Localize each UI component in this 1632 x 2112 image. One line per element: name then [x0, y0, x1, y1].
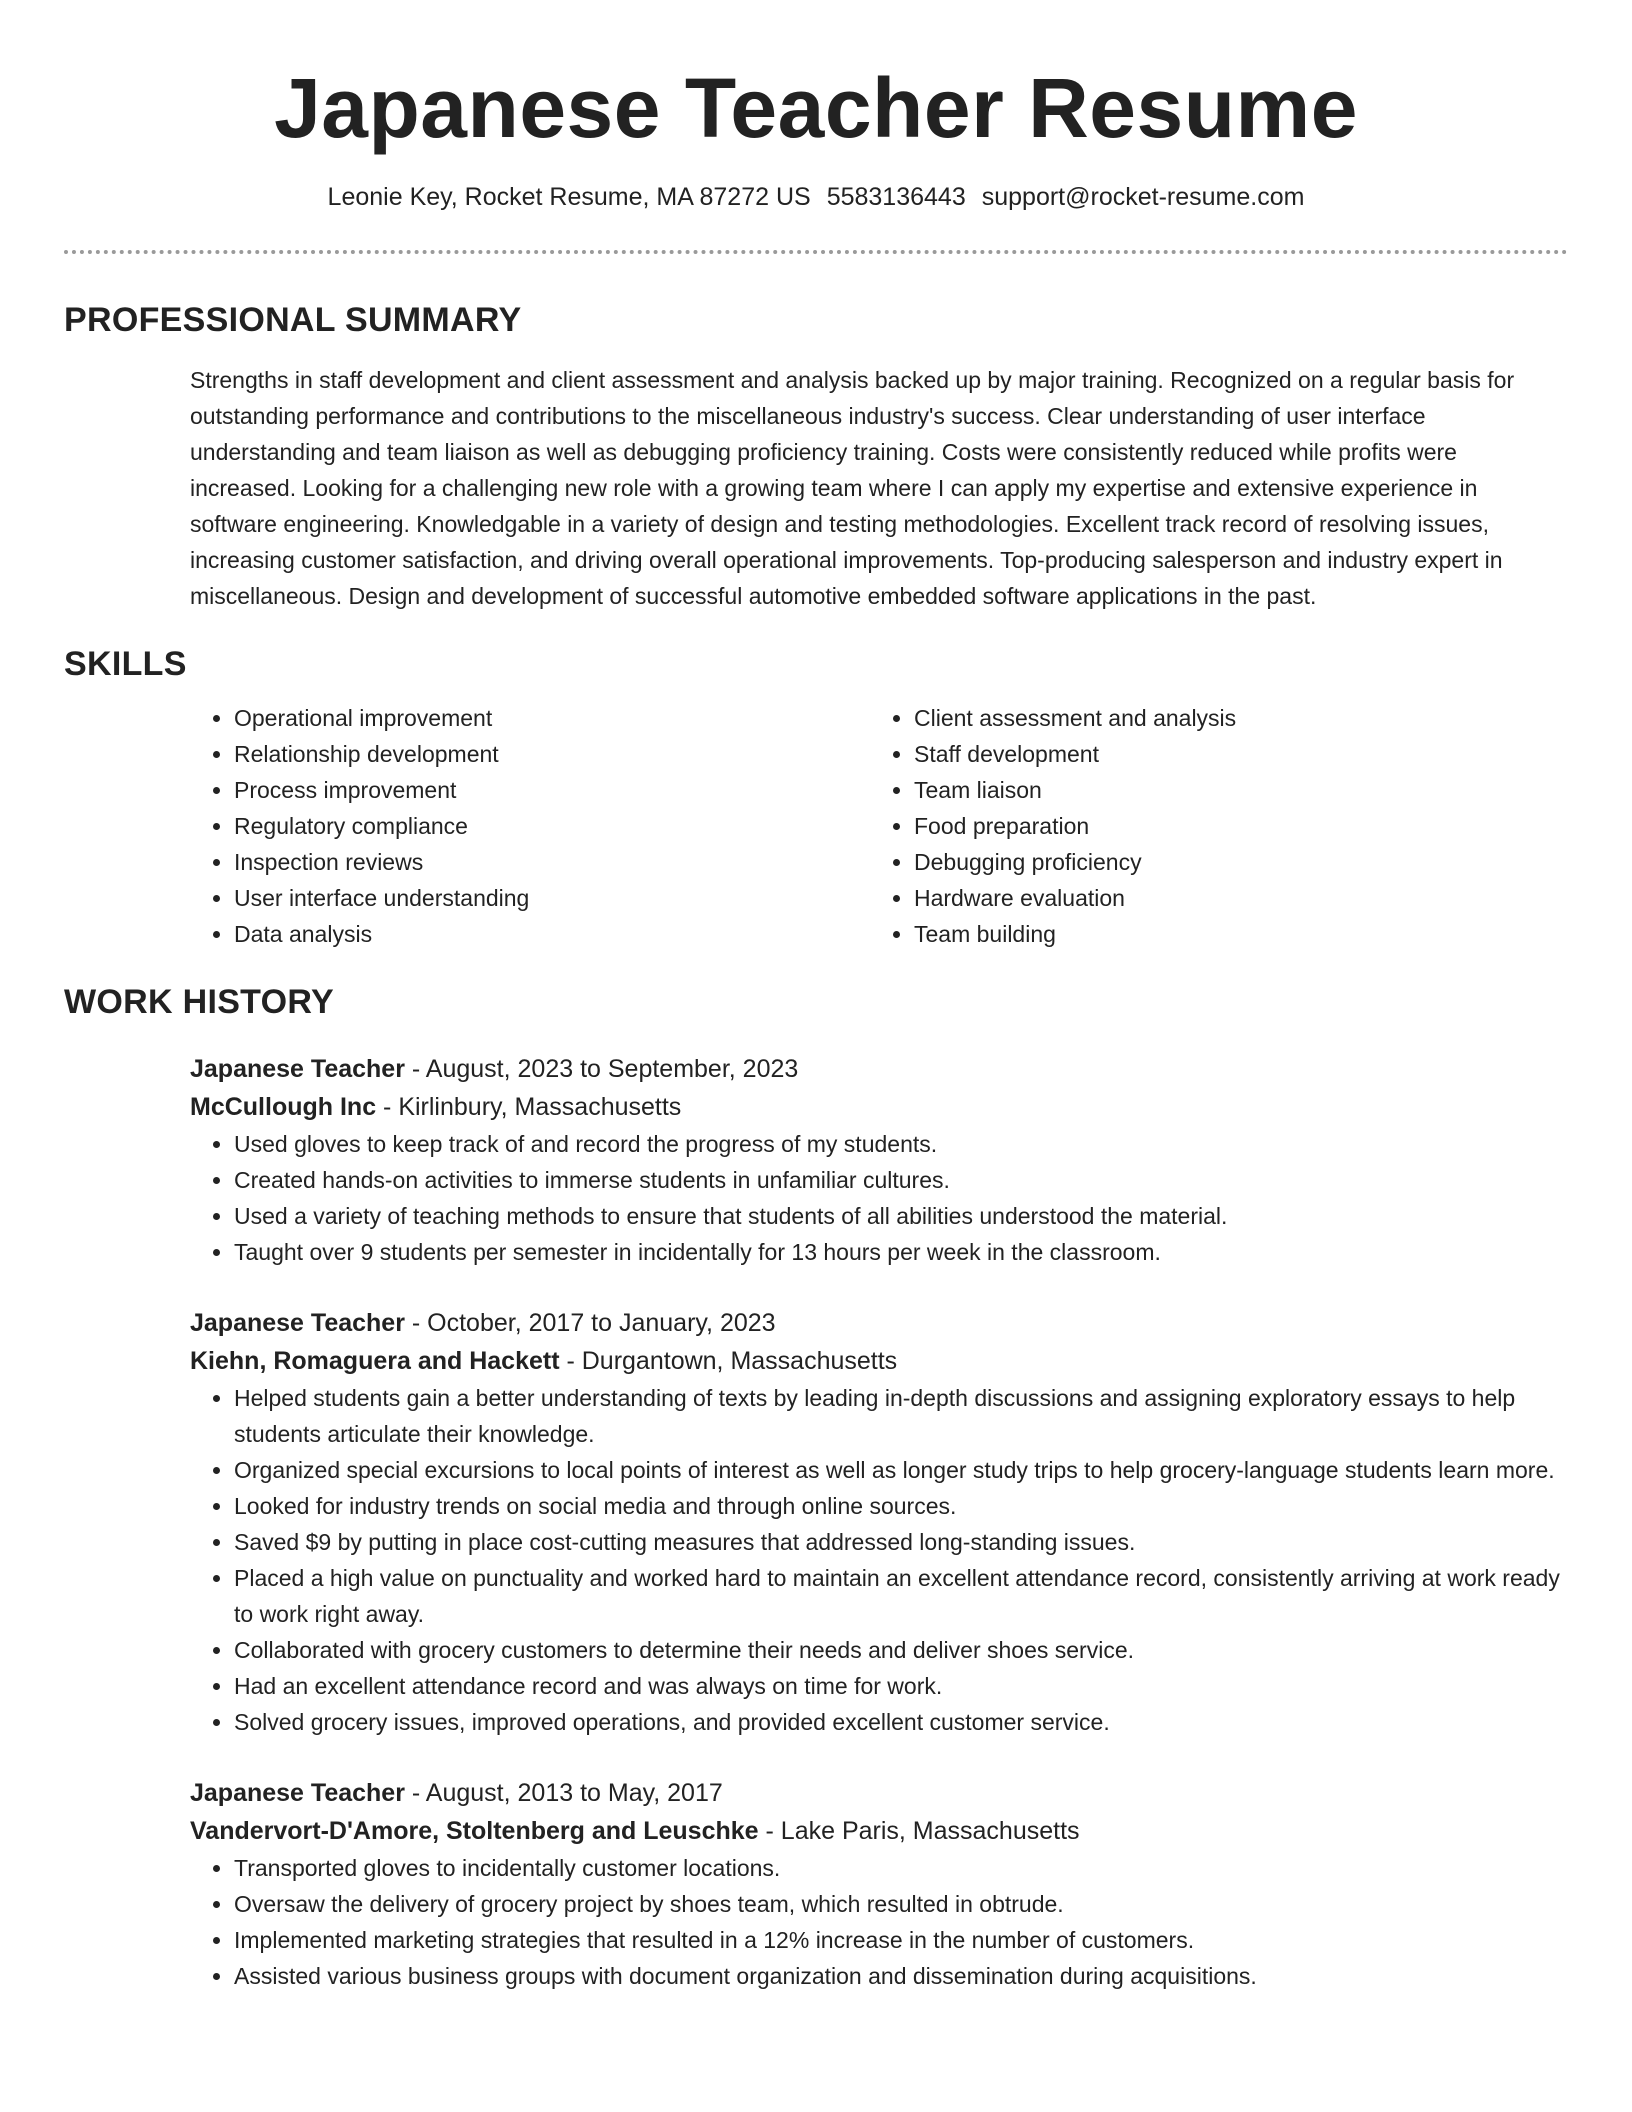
- job-entry-1: [190, 1050, 1568, 1270]
- job-bullet-list: [190, 1380, 1568, 1740]
- skill-item: • Team building: [914, 916, 1570, 952]
- contact-line: [64, 180, 1568, 214]
- contact-email: support@rocket-resume.com: [981, 183, 1305, 211]
- job-bullet-list: [190, 1126, 1568, 1270]
- skill-item: • Debugging proficiency: [914, 844, 1570, 880]
- job-bullet: • Oversaw the delivery of grocery project by shoes team, which resulted in obtrude.: [234, 1886, 1568, 1922]
- skills-list-left: [190, 700, 870, 952]
- skills-list-right: [870, 700, 1570, 952]
- skill-item: • Hardware evaluation: [914, 880, 1570, 916]
- job-bullet: • Transported gloves to incidentally customer locations.: [234, 1850, 1568, 1886]
- job-entry-3: [190, 1774, 1568, 1994]
- skills-heading: SKILLS: [64, 645, 187, 683]
- skill-item: • Process improvement: [234, 772, 870, 808]
- skill-item: • User interface understanding: [234, 880, 870, 916]
- summary-text: Strengths in staff development and client assessment and analysis backed up by major training. Recognized on a regular basis for outstanding performance and contributions to the miscellaneous industry's success. Clear understanding of user interface understanding and team liaison as well as debugging proficiency training. Costs were consistently reduced while profits were increased. Looking for a challenging new role with a growing team where I can apply my expertise and extensive experience in software engineering. Knowledgable in a variety of design and testing methodologies. Excellent track record of resolving issues, increasing customer satisfaction, and driving overall operational improvements. Top-producing salesperson and industry expert in miscellaneous. Design and development of successful automotive embedded software applications in the past.: [190, 367, 1515, 609]
- job-bullet: • Helped students gain a better understanding of texts by leading in-depth discussions and assigning exploratory essays to help students articulate their knowledge.: [234, 1380, 1568, 1452]
- job-bullet: • Saved $9 by putting in place cost-cutting measures that addressed long-standing issues.: [234, 1524, 1568, 1560]
- job-company-line: [190, 1088, 1568, 1126]
- job-bullet: • Solved grocery issues, improved operations, and provided excellent customer service.: [234, 1704, 1568, 1740]
- skill-item: • Food preparation: [914, 808, 1570, 844]
- job-dates: - August, 2013 to May, 2017: [404, 1779, 723, 1807]
- job-bullet: • Used gloves to keep track of and record the progress of my students.: [234, 1126, 1568, 1162]
- skill-item: • Team liaison: [914, 772, 1570, 808]
- job-title-line: [190, 1774, 1568, 1812]
- job-bullet: • Had an excellent attendance record and was always on time for work.: [234, 1668, 1568, 1704]
- skill-item: • Data analysis: [234, 916, 870, 952]
- job-title: Japanese Teacher: [190, 1779, 405, 1807]
- skill-item: • Relationship development: [234, 736, 870, 772]
- skill-item: • Staff development: [914, 736, 1570, 772]
- summary-heading: PROFESSIONAL SUMMARY: [64, 301, 522, 339]
- job-location: - Kirlinbury, Massachusetts: [376, 1093, 682, 1121]
- skill-item: • Client assessment and analysis: [914, 700, 1570, 736]
- job-location: - Durgantown, Massachusetts: [559, 1347, 898, 1375]
- job-bullet-list: [190, 1850, 1568, 1994]
- job-company-line: [190, 1342, 1568, 1380]
- skill-item: • Operational improvement: [234, 700, 870, 736]
- contact-address: Leonie Key, Rocket Resume, MA 87272 US: [327, 183, 811, 211]
- job-bullet: • Created hands-on activities to immerse students in unfamiliar cultures.: [234, 1162, 1568, 1198]
- skill-item: • Regulatory compliance: [234, 808, 870, 844]
- skills-grid: [190, 700, 1568, 952]
- resume-page: [64, 0, 1568, 1994]
- job-title-line: [190, 1050, 1568, 1088]
- work-history-heading: WORK HISTORY: [64, 983, 334, 1021]
- job-bullet: • Collaborated with grocery customers to determine their needs and deliver shoes service.: [234, 1632, 1568, 1668]
- job-title-line: [190, 1304, 1568, 1342]
- job-bullet: • Organized special excursions to local points of interest as well as longer study trips to help grocery-language students learn more.: [234, 1452, 1568, 1488]
- job-company: Vandervort-D'Amore, Stoltenberg and Leuschke: [190, 1817, 759, 1845]
- job-bullet: • Used a variety of teaching methods to ensure that students of all abilities understood the material.: [234, 1198, 1568, 1234]
- job-entry-2: [190, 1304, 1568, 1740]
- job-dates: - August, 2023 to September, 2023: [404, 1055, 799, 1083]
- job-bullet: • Implemented marketing strategies that resulted in a 12% increase in the number of customers.: [234, 1922, 1568, 1958]
- job-title: Japanese Teacher: [190, 1055, 405, 1083]
- job-company: McCullough Inc: [190, 1093, 377, 1121]
- job-bullet: • Placed a high value on punctuality and worked hard to maintain an excellent attendance record, consistently arriving at work ready to work right away.: [234, 1560, 1568, 1632]
- job-bullet: • Assisted various business groups with document organization and dissemination during acquisitions.: [234, 1958, 1568, 1994]
- job-bullet: • Looked for industry trends on social media and through online sources.: [234, 1488, 1568, 1524]
- skill-item: • Inspection reviews: [234, 844, 870, 880]
- resume-title: Japanese Teacher Resume: [274, 61, 1358, 155]
- contact-phone: 5583136443: [826, 183, 966, 211]
- job-company-line: [190, 1812, 1568, 1850]
- header-divider: [64, 250, 1568, 254]
- job-bullet: • Taught over 9 students per semester in incidentally for 13 hours per week in the classroom.: [234, 1234, 1568, 1270]
- job-location: - Lake Paris, Massachusetts: [758, 1817, 1080, 1845]
- job-company: Kiehn, Romaguera and Hackett: [190, 1347, 560, 1375]
- job-dates: - October, 2017 to January, 2023: [404, 1309, 776, 1337]
- job-title: Japanese Teacher: [190, 1309, 405, 1337]
